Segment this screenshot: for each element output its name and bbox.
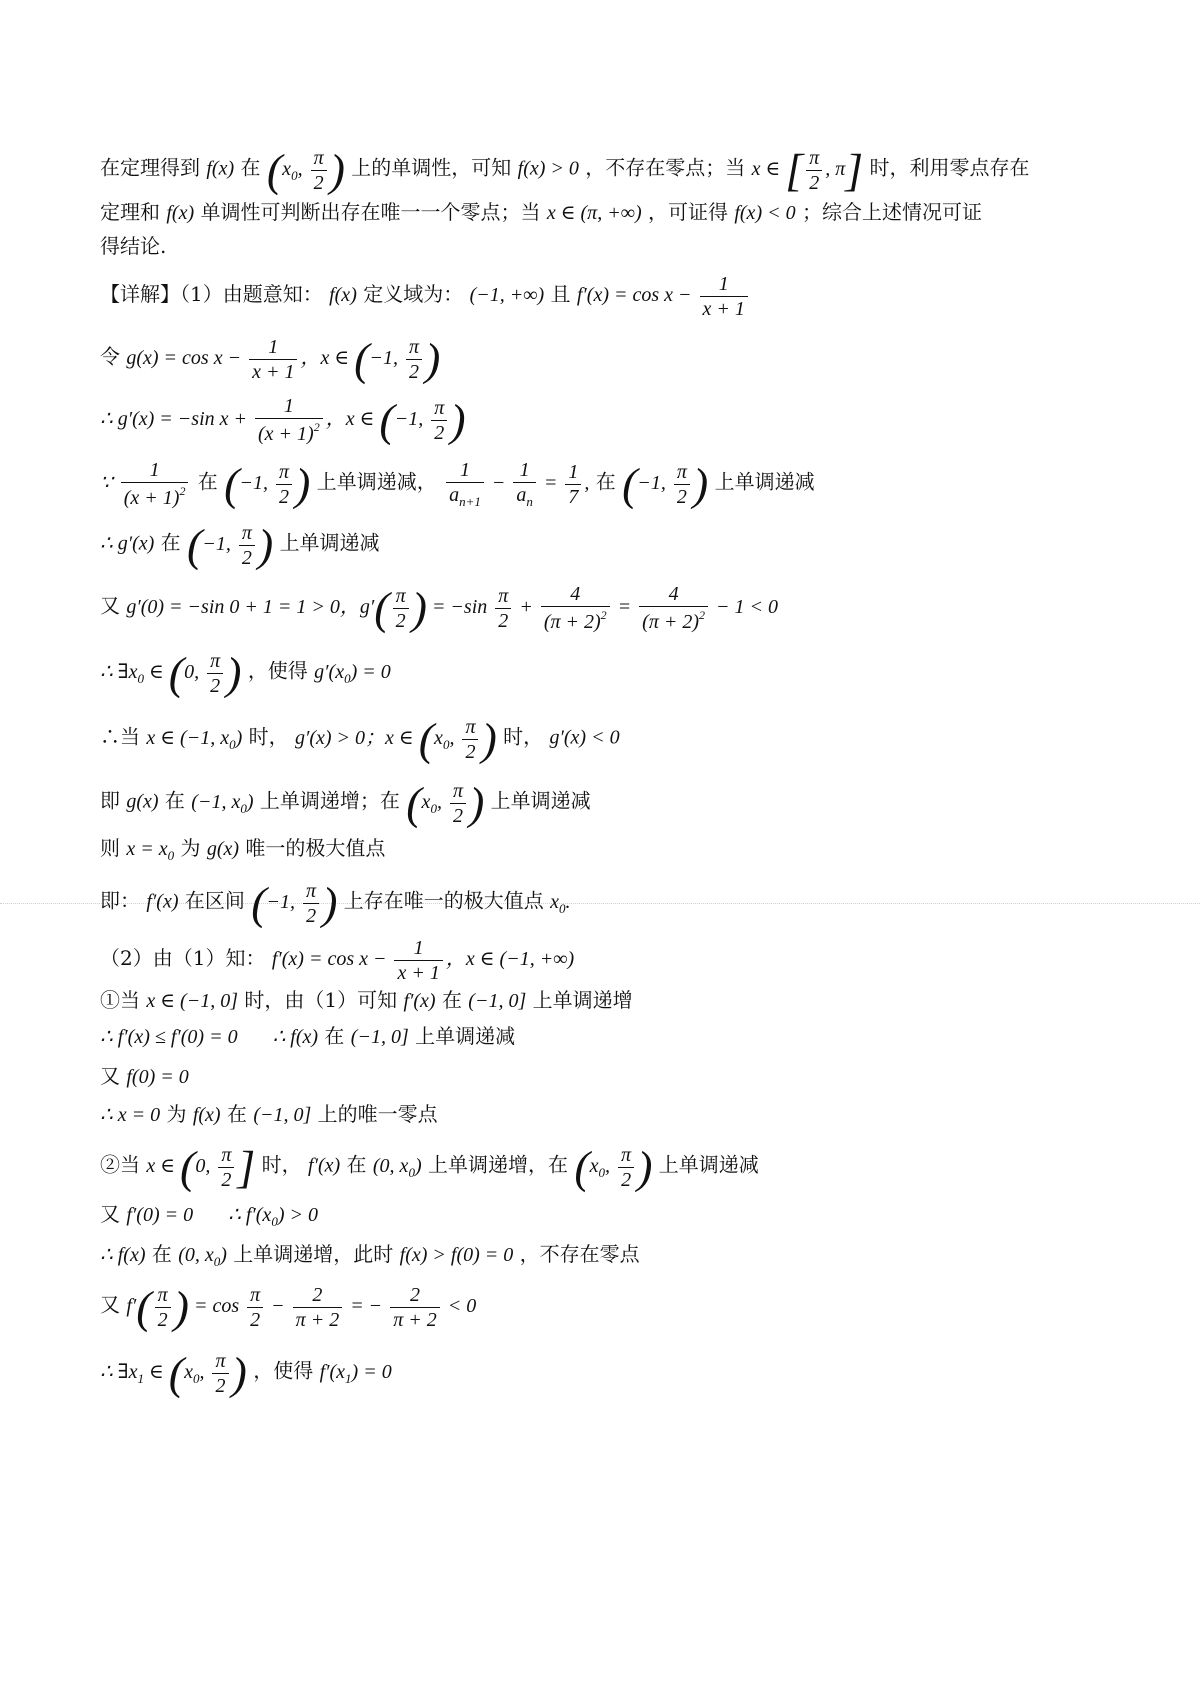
text: 为 [180, 836, 201, 860]
formula: ($x_0$, $\frac{\pi}{2}$ ) [406, 777, 485, 828]
text-line-6 [100, 396, 466, 444]
text: 在 [160, 530, 181, 555]
text: ；综合上述情况可证 [801, 200, 982, 224]
formula: $x = x_0$ [126, 838, 175, 863]
formula: (0, $x_0$) [178, 1244, 227, 1269]
text: 为 [166, 1102, 187, 1126]
text-line-20 [100, 1141, 759, 1192]
formula: (−1, $\frac{\pi}{2}$ ) [187, 519, 274, 570]
text: 在 [240, 155, 261, 180]
text: 时， [503, 724, 544, 749]
text: 时，利用零点存在 [869, 155, 1030, 180]
formula: f′(0) = 0 ∴ $f'(x_0) > 0$ [126, 1204, 318, 1229]
text: 上单调递减 [658, 1152, 759, 1177]
text-line-1 [100, 144, 1030, 195]
formula: ∴ $\exists x_0$ ∈ (0, $\frac{\pi}{2}$ ) [100, 647, 242, 698]
text-line-11 [100, 713, 620, 764]
text: 上单调递减 [415, 1024, 516, 1048]
formula: (0, $x_0$) [372, 1154, 422, 1180]
formula: g′(x) > 0；x ∈ ($x_0$, $\frac{\pi}{2}$ ) [294, 713, 497, 764]
text: ，不存在零点；当 [585, 155, 746, 180]
formula: f′(x) = cos x − $\frac{1}{x + 1}$ [577, 284, 751, 306]
text: ，不存在零点 [519, 1242, 640, 1266]
text: 又 [100, 593, 120, 618]
text: 上单调递减 [490, 788, 591, 813]
text: 时，由（1）可知 [244, 988, 398, 1012]
text: 时， [248, 724, 289, 749]
formula: (−1, 0] [253, 1104, 312, 1126]
formula: x ∈ [ $\frac{\pi}{2}$ , π] [751, 144, 864, 195]
text-line-10 [100, 647, 391, 698]
formula: f′(x) [146, 890, 179, 913]
text: ②当 [100, 1152, 140, 1177]
formula: ∴ f′(x) ≤ f′(0) = 0 ∴ f(x) [100, 1026, 319, 1048]
text: 在 [441, 988, 462, 1012]
text: 上的单调性，可知 [351, 155, 512, 180]
formula: ($x_0$, $\frac{\pi}{2}$ ) [574, 1141, 653, 1192]
formula: f′( $\frac{\pi}{2}$ ) = cos $\frac{\pi}{2}$ − $\frac{2}{\pi + 2}$ = − $\frac{2}{\pi + 2}$ < 0 [126, 1281, 477, 1332]
formula: g(x) [206, 838, 240, 860]
text: 上单调递增，在 [427, 1152, 568, 1177]
formula: f(0) = 0 [126, 1066, 189, 1088]
text: 在 [324, 1024, 345, 1048]
text-line-5 [100, 333, 441, 384]
text: 在 [595, 469, 616, 494]
text: ①当 [100, 988, 140, 1012]
text: 令 [100, 344, 120, 369]
text: 在定理得到 [100, 155, 200, 180]
formula: f′(x) [308, 1154, 341, 1177]
text: 上单调递增；在 [259, 788, 400, 813]
text: 即 [100, 788, 120, 813]
text-line-15 [100, 938, 574, 983]
text: 在 [197, 469, 218, 494]
formula: f(x) < 0 [734, 202, 796, 224]
formula: ($x_0$, $\frac{\pi}{2}$ ) [266, 144, 345, 195]
formula: f(x) [192, 1104, 221, 1126]
formula: (−1, $\frac{\pi}{2}$ ) [224, 458, 311, 509]
formula: (−1, $\frac{\pi}{2}$ ) [251, 877, 338, 928]
text: 唯一的极大值点 [245, 836, 386, 860]
formula: ∴ f(x) [100, 1244, 146, 1266]
text-line-19 [100, 1104, 438, 1125]
formula: $x_0$. [550, 890, 571, 916]
formula: g′(x) < 0 [549, 726, 620, 749]
formula: x ∈ (−1, $x_0$) [146, 726, 243, 752]
text-line-7 [100, 460, 815, 508]
text-line-16 [100, 990, 633, 1011]
text: 则 [100, 836, 120, 860]
text: 【详解】（1）由题意知： [100, 282, 323, 307]
text: 定义域为： [363, 282, 464, 307]
formula: (−1, +∞) [469, 284, 545, 307]
text-line-9 [100, 584, 778, 632]
text-line-17 [100, 1026, 515, 1047]
text: 即： [100, 888, 140, 913]
text: 上单调递增 [532, 988, 633, 1012]
formula: g(x) = cos x − $\frac{1}{x + 1}$ ，x ∈ (−1, $\frac{\pi}{2}$ ) [126, 333, 441, 384]
formula: (−1, 0] [350, 1026, 409, 1048]
text-line-22 [100, 1244, 640, 1268]
text: 单调性可判断出存在唯一一个零点；当 [200, 200, 541, 224]
formula: f(x) [329, 284, 357, 307]
formula: g′(0) = −sin 0 + 1 = 1 > 0，g′( $\frac{\pi}{2}$ ) = −sin $\frac{\pi}{2}$ + $\frac{4}{(\pi + 2)^2}$ = $\frac{4}{(\pi + 2)^2}$ − 1 < 0 [126, 582, 778, 633]
text: ，使得 [247, 658, 308, 683]
formula: x ∈ (−1, 0] [146, 990, 238, 1012]
text-line-18 [100, 1066, 189, 1087]
text: ，可证得 [647, 200, 728, 224]
text: 上存在唯一的极大值点 [343, 888, 544, 913]
formula: g(x) [126, 790, 159, 813]
text-line-23 [100, 1281, 477, 1332]
formula: x ∈ (π, +∞) [546, 202, 642, 224]
text: 且 [550, 282, 571, 307]
text: （2）由（1）知： [100, 946, 266, 971]
text-line-8 [100, 519, 380, 570]
formula: $f'(x_1) = 0$ [319, 1360, 392, 1386]
formula: x ∈ (0, $\frac{\pi}{2}$ ] [146, 1141, 256, 1192]
text: 又 [100, 1202, 120, 1226]
text: 上的唯一零点 [317, 1102, 438, 1126]
formula: (−1, 0] [468, 990, 527, 1012]
formula: ∴ x = 0 [100, 1104, 161, 1126]
text-line-21 [100, 1204, 318, 1228]
formula: $\frac{1}{a_{n+1}}$ − $\frac{1}{a_n}$ = $\frac{1}{7}$ , [443, 472, 589, 494]
text-line-13 [100, 838, 385, 862]
formula: ∴ $\exists x_1$ ∈ ($x_0$, $\frac{\pi}{2}$ ) [100, 1347, 247, 1398]
formula: (−1, $\frac{\pi}{2}$ ) [622, 458, 709, 509]
text-line-4 [100, 274, 751, 319]
text: 上单调递减 [279, 530, 380, 555]
text: ∴当 [100, 724, 140, 749]
text-line-3 [100, 236, 166, 256]
text-line-14 [100, 877, 571, 928]
text: 定理和 [100, 200, 160, 224]
formula: f(x) > f(0) = 0 [399, 1244, 514, 1266]
formula: f′(x) [403, 990, 436, 1012]
text: 在 [151, 1242, 172, 1266]
text: 得结论. [100, 234, 167, 258]
formula: f(x) > 0 [517, 157, 579, 180]
formula: f(x) [166, 202, 195, 224]
formula: f′(x) = cos x − $\frac{1}{x + 1}$ ，x ∈ (−1, +∞) [271, 937, 575, 984]
text-line-12 [100, 777, 591, 828]
formula: ∵ $\frac{1}{(x + 1)^2}$ [100, 472, 191, 494]
text: 时， [261, 1152, 302, 1177]
text: 在区间 [184, 888, 245, 913]
text-line-2 [100, 202, 982, 223]
formula: f(x) [206, 157, 235, 180]
formula: ∴ g′(x) = −sin x + $\frac{1}{(x + 1)^2}$ ，x ∈ (−1, $\frac{\pi}{2}$ ) [100, 394, 466, 445]
text: 上单调递减 [714, 469, 815, 494]
formula: ∴ g′(x) [100, 532, 155, 555]
text-line-24 [100, 1347, 392, 1398]
text: 在 [164, 788, 185, 813]
text: 又 [100, 1292, 120, 1317]
text: 又 [100, 1064, 120, 1088]
text: 在 [346, 1152, 367, 1177]
text: 在 [226, 1102, 247, 1126]
text: 上单调递减， [316, 469, 437, 494]
text: ，使得 [253, 1358, 314, 1383]
formula: $g'(x_0) = 0$ [314, 660, 391, 686]
text: 上单调递增，此时 [233, 1242, 394, 1266]
formula: (−1, $x_0$) [191, 790, 254, 816]
